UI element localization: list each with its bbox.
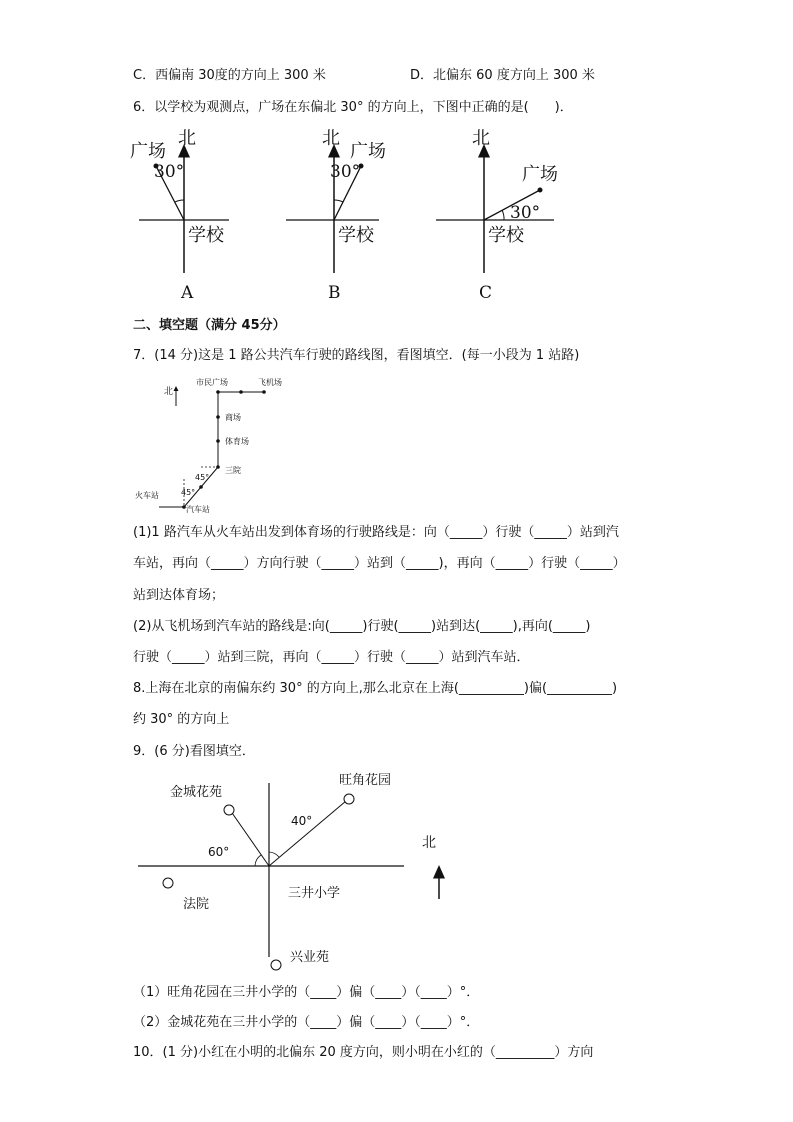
q9-part2: （2）金城花苑在三井小学的（____）偏（____）（____）°． (133, 1015, 480, 1030)
school-label: 学校 (188, 225, 224, 246)
bus-station-label: 汽车站 (186, 505, 210, 514)
jincheng-label: 金城花苑 (170, 785, 223, 800)
airport-label: 飞机场 (258, 378, 282, 387)
mall-label: 商场 (225, 413, 241, 422)
citizen-square-label: 市民广场 (196, 378, 228, 387)
question-6-stem: 6．以学校为观测点，广场在东偏北 30° 的方向上，下图中正确的是( )． (133, 100, 573, 115)
option-c: C．西偏南 30度的方向上 300 米 (133, 68, 326, 83)
line-to-jincheng (230, 810, 269, 866)
q7-part1-line3: 站到达体育场； (133, 588, 225, 603)
plaza-point (538, 188, 543, 193)
q7-route-map (130, 374, 290, 514)
angle-arc (334, 200, 343, 202)
plaza-label: 广场 (522, 164, 558, 185)
xingye-point (271, 960, 281, 970)
option-label-b: B (328, 283, 341, 303)
north-label: 北 (322, 128, 340, 149)
plaza-label: 广场 (130, 141, 166, 162)
north-label: 北 (178, 128, 196, 149)
q9-part1: （1）旺角花园在三井小学的（____）偏（____）（____）°． (133, 985, 480, 1000)
q7-part2-line2: 行驶（_____）站到三院，再向（_____）行驶（_____）站到汽车站． (133, 650, 530, 665)
north-label: 北 (164, 387, 174, 397)
q9-direction-map (130, 765, 460, 975)
angle-label: 30° (510, 203, 541, 223)
stop-stadium (216, 439, 220, 443)
court-point (163, 878, 173, 888)
stop-mall (216, 415, 220, 419)
north-label: 北 (472, 128, 490, 149)
line-to-wangjiao (269, 801, 346, 866)
stadium-label: 体育场 (225, 437, 249, 446)
xingye-label: 兴业苑 (290, 950, 330, 965)
option-label-c: C (479, 283, 493, 303)
angle-arc-40 (269, 852, 279, 857)
question-7-stem: 7．(14 分)这是 1 路公共汽车行驶的路线图，看图填空．(每一小段为 1 站路) (133, 348, 580, 363)
train-station-label: 火车站 (135, 491, 159, 500)
stop-mid (239, 390, 243, 394)
wangjiao-label: 旺角花园 (339, 773, 392, 788)
angle-40-label: 40° (291, 814, 313, 828)
angle-upper-label: 45° (195, 473, 210, 482)
section-heading: 二、填空题（满分 45分） (133, 318, 286, 333)
q6-diagram-c (430, 128, 580, 303)
angle-lower-label: 45° (181, 488, 196, 497)
stop-airport (262, 390, 266, 394)
q6-diagram-a (130, 128, 250, 303)
stop-citizen-square (216, 390, 220, 394)
wangjiao-point (344, 794, 354, 804)
angle-arc (502, 210, 504, 220)
school-label: 学校 (338, 225, 374, 246)
stop-sanyuan (216, 465, 220, 469)
question-9-stem: 9．(6 分)看图填空． (133, 744, 255, 759)
option-d: D．北偏东 60 度方向上 300 米 (410, 68, 595, 83)
angle-label: 30° (154, 162, 185, 182)
jincheng-point (224, 805, 234, 815)
question-8-line2: 约 30° 的方向上 (133, 712, 230, 727)
angle-label: 30° (330, 162, 361, 182)
stop-between (199, 485, 203, 489)
school-label: 学校 (488, 225, 524, 246)
q7-part1-line2: 车站，再向（_____）方向行驶（_____）站到（_____)，再向（_____）行驶（_____） (133, 556, 626, 571)
q6-diagram-b (280, 128, 400, 303)
option-label-a: A (181, 283, 194, 303)
school-label: 三井小学 (288, 886, 341, 901)
question-10: 10．(1 分)小红在小明的北偏东 20 度方向，则小明在小红的（_________）方向 (133, 1045, 594, 1060)
plaza-label: 广场 (350, 141, 386, 162)
north-label: 北 (422, 835, 436, 851)
question-8-line1: 8.上海在北京的南偏东约 30° 的方向上,那么北京在上海(__________)偏(__________) (133, 681, 618, 696)
angle-60-label: 60° (208, 845, 230, 859)
sanyuan-label: 三院 (225, 466, 241, 475)
q7-part2-line1: (2)从飞机场到汽车站的路线是:向(_____)行驶(_____)站到达(_____),再向(_____) (133, 619, 591, 634)
angle-arc (175, 200, 184, 202)
angle-arc-60 (255, 855, 261, 866)
q7-part1-line1: (1)1 路汽车从火车站出发到体育场的行驶路线是：向（_____）行驶（_____）站到汽 (133, 525, 619, 540)
court-label: 法院 (183, 897, 210, 912)
